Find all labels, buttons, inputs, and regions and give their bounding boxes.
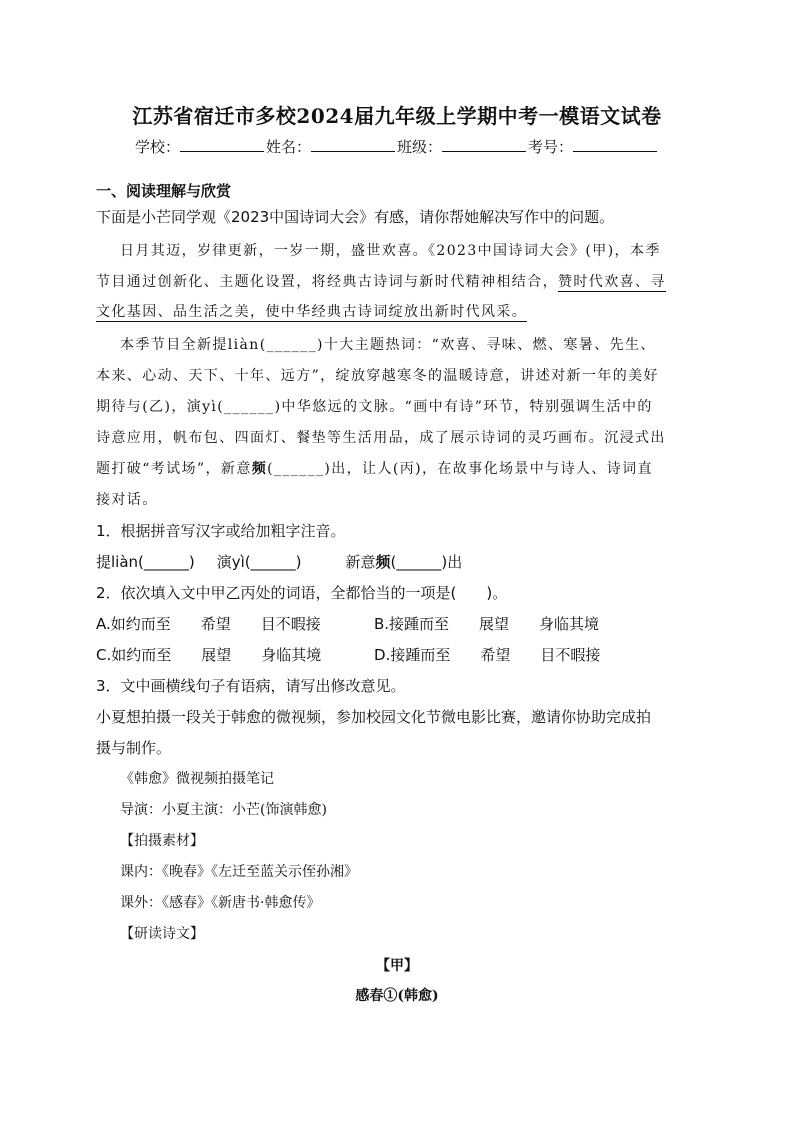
q1-item-3a: 新意 (345, 553, 376, 571)
section-intro: 下面是小芒同学观《2023中国诗词大会》有感，请你帮她解决写作中的问题。 (96, 208, 615, 226)
passage2-line1: 本季节目全新提liàn(______)十大主题热词：“欢喜、寻味、燃、寒暑、先生、 (120, 337, 656, 353)
passage2-line2: 本来、心动、天下、十年、远方”，绽放穿越寒冬的温暖诗意，讲述对新一年的美好 (96, 368, 659, 384)
q2-options-row1 (96, 613, 599, 634)
q1-item-3b: (______)出 (390, 553, 463, 571)
q2-options-row2 (96, 644, 600, 665)
exam-title: 江苏省宿迁市多校2024届九年级上学期中考一模语文试卷 (132, 104, 662, 128)
underlined-sentence-part2: 文化基因、品生活之美，使中华经典古诗词绽放出新时代风采。 (96, 304, 528, 320)
option-c[interactable]: C.如约而至 展望 身临其境 (96, 646, 322, 664)
passage2-line4: 诗意应用，帆布包、四面灯、餐垫等生活用品，成了展示诗词的灵巧画布。沉浸式出 (96, 430, 666, 446)
option-d[interactable]: D.接踵而至 希望 目不暇接 (374, 646, 601, 664)
question-2: 2．依次填入文中甲乙丙处的词语，全都恰当的一项是( )。 (96, 584, 508, 602)
passage2-line5-a: 题打破“考试场”，新意 (96, 461, 252, 477)
exam-no-blank[interactable] (573, 137, 657, 152)
crew-line: 导演：小夏主演：小芒(饰演韩愈) (120, 802, 327, 818)
question-1: 1．根据拼音写汉字或给加粗字注音。 (96, 522, 346, 540)
section2-intro-line1: 小夏想拍摄一段关于韩愈的微视频，参加校园文化节微电影比赛，邀请你协助完成拍 (96, 708, 652, 726)
study-heading: 【研读诗文】 (120, 926, 204, 942)
name-label: 姓名： (265, 138, 311, 156)
notes-title: 《韩愈》微视频拍摄笔记 (120, 771, 274, 787)
class-blank[interactable] (442, 137, 526, 152)
q1-item-1: 提liàn(______) (96, 553, 195, 571)
inside-materials: 课内：《晚春》《左迁至蓝关示侄孙湘》 (120, 864, 358, 880)
passage2-line5 (96, 458, 653, 478)
student-info-line (0, 136, 794, 157)
passage2-line3: 期待与(乙)，演yì(______)中华悠远的文脉。“画中有诗”环节，特别强调生活中的 (96, 399, 653, 415)
material-heading: 【拍摄素材】 (120, 833, 204, 849)
passage2-line6: 接对话。 (96, 492, 158, 508)
section2-intro-line2: 摄与制作。 (96, 739, 172, 757)
poem-label-jia: 【甲】 (376, 958, 418, 974)
question-1-items (96, 551, 462, 572)
underlined-sentence-part1: 赞时代欢喜、寻 (558, 274, 666, 290)
q1-item-3-bold: 频 (375, 553, 391, 571)
question-3: 3．文中画横线句子有语病，请写出修改意见。 (96, 677, 406, 695)
option-b[interactable]: B.接踵而至 展望 身临其境 (374, 615, 600, 633)
poem-title: 感春①(韩愈) (355, 988, 439, 1004)
exam-no-label: 考号： (528, 138, 574, 156)
class-label: 班级： (397, 138, 443, 156)
school-label: 学校： (134, 138, 180, 156)
option-a[interactable]: A.如约而至 希望 目不暇接 (96, 615, 321, 633)
school-blank[interactable] (180, 137, 264, 152)
section-heading: 一、阅读理解与欣赏 (96, 182, 232, 200)
outside-materials: 课外：《感春》《新唐书·韩愈传》 (120, 895, 321, 911)
passage1-line2-text: 节目通过创新化、主题化设置，将经典古诗词与新时代精神相结合， (96, 274, 558, 290)
q1-item-2: 演yì(______) (216, 553, 302, 571)
name-blank[interactable] (311, 137, 395, 152)
passage1-line3 (96, 301, 527, 321)
passage1-line1: 日月其迈，岁律更新，一岁一期，盛世欢喜。《2023中国诗词大会》(甲)，本季 (120, 243, 661, 259)
passage1-line2 (96, 271, 666, 291)
bold-char: 频 (251, 461, 268, 477)
passage2-line5-b: (______)出，让人(丙)，在故事化场景中与诗人、诗词直 (267, 461, 653, 477)
